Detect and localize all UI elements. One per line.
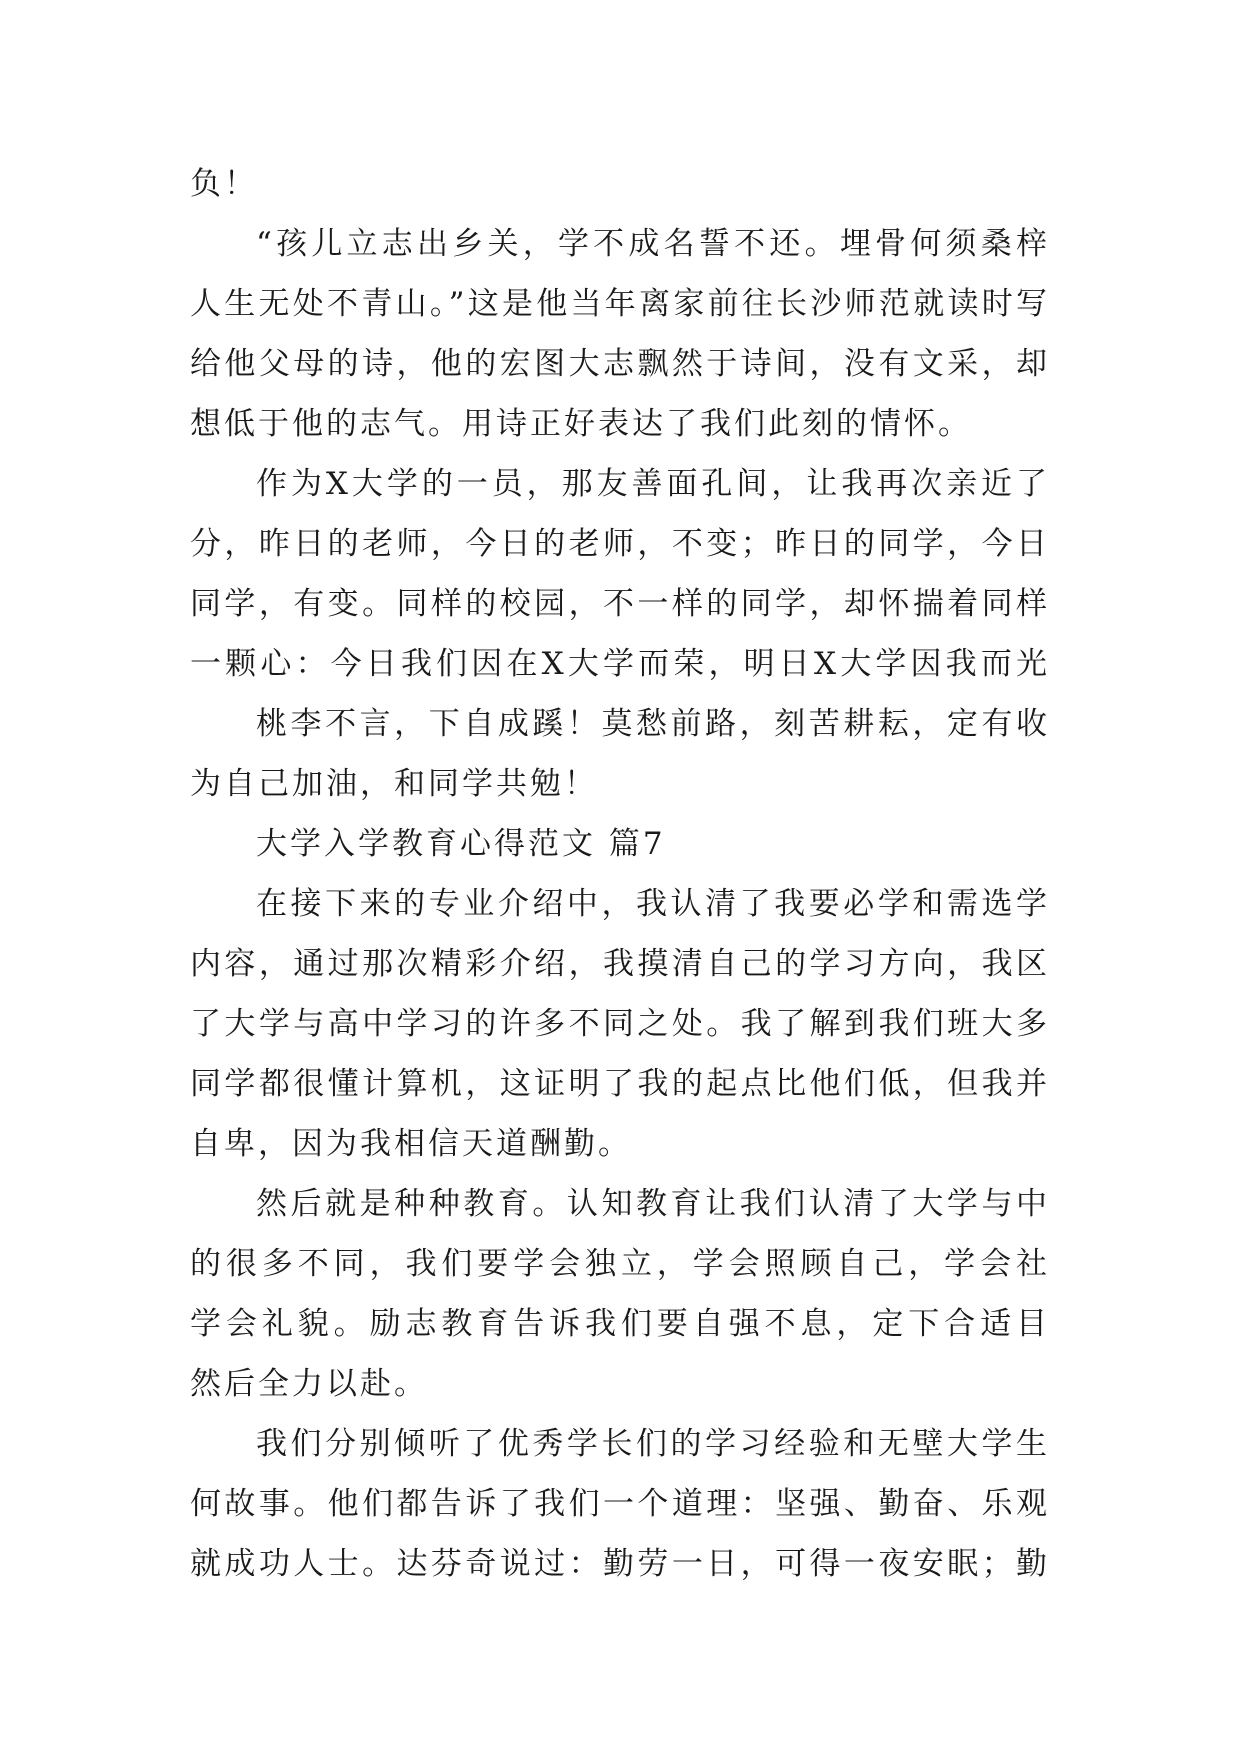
text-line: 同学都很懂计算机，这证明了我的起点比他们低，但我并 [190, 1066, 1050, 1102]
text-line: 然后全力以赴。 [190, 1366, 428, 1402]
text-line: 一颗心：今日我们因在X大学而荣，明日X大学因我而光 [190, 646, 1050, 682]
section-heading: 大学入学教育心得范文 篇7 [256, 826, 666, 862]
text-line: 自卑，因为我相信天道酬勤。 [190, 1126, 632, 1162]
text-line: 桃李不言，下自成蹊！莫愁前路，刻苦耕耘，定有收 [256, 706, 1050, 742]
text-line: 分，昨日的老师，今日的老师，不变；昨日的同学，今日 [190, 526, 1050, 562]
text-line: 内容，通过那次精彩介绍，我摸清自己的学习方向，我区 [190, 946, 1050, 982]
text-line: 给他父母的诗，他的宏图大志飘然于诗间，没有文采，却 [190, 346, 1050, 382]
text-line: 同学，有变。同样的校园，不一样的同学，却怀揣着同样 [190, 586, 1050, 622]
text-line: 人生无处不青山。”这是他当年离家前往长沙师范就读时写 [190, 286, 1050, 322]
text-line: 就成功人士。达芬奇说过：勤劳一日，可得一夜安眠；勤 [190, 1546, 1050, 1582]
text-line: 想低于他的志气。用诗正好表达了我们此刻的情怀。 [190, 406, 972, 442]
text-line: “孩儿立志出乡关，学不成名誓不还。埋骨何须桑梓 [256, 226, 1050, 262]
text-line: 为自己加油，和同学共勉！ [190, 766, 598, 802]
text-line: 的很多不同，我们要学会独立，学会照顾自己，学会社 [190, 1246, 1050, 1282]
text-line: 我们分别倾听了优秀学长们的学习经验和无壁大学生 [256, 1426, 1050, 1462]
document-body [190, 154, 1050, 1594]
text-line: 负！ [190, 166, 258, 202]
text-line: 然后就是种种教育。认知教育让我们认清了大学与中 [256, 1186, 1050, 1222]
text-line: 了大学与高中学习的许多不同之处。我了解到我们班大多 [190, 1006, 1050, 1042]
text-line: 何故事。他们都告诉了我们一个道理：坚强、勤奋、乐观 [190, 1486, 1050, 1522]
text-line: 学会礼貌。励志教育告诉我们要自强不息，定下合适目 [190, 1306, 1050, 1342]
text-line: 作为X大学的一员，那友善面孔间，让我再次亲近了 [256, 466, 1050, 502]
text-line: 在接下来的专业介绍中，我认清了我要必学和需选学 [256, 886, 1050, 922]
